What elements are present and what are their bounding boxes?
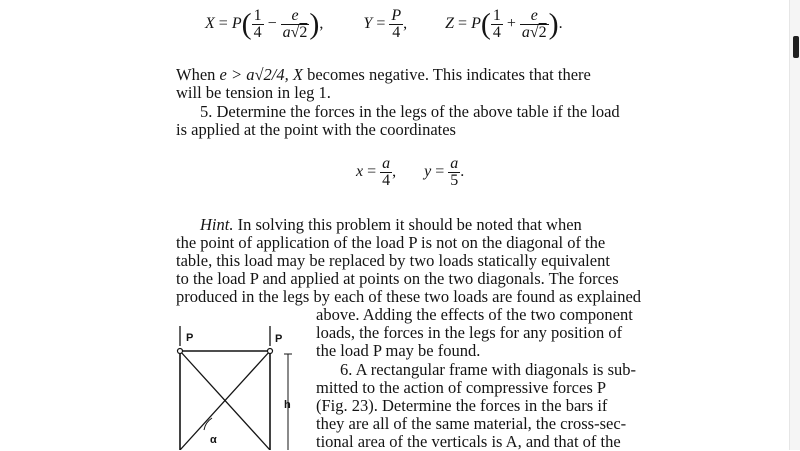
- frac-x-2: $\frac{e}{a√2}$: [282, 7, 308, 41]
- eq-x-equals: =: [218, 15, 228, 33]
- eq-y: Y = $\frac{P}{4}$ ,: [363, 7, 408, 41]
- eq-y-lhs: Y: [363, 15, 373, 33]
- problem6-line1: 6. A rectangular frame with diagonals is sub-: [340, 360, 637, 379]
- problem5-line1: 5. Determine the forces in the legs of the above table if the load: [200, 102, 620, 121]
- figure-load-left-label: P: [186, 332, 194, 344]
- figure-angle-label: α: [210, 434, 217, 446]
- eq-x-minus: −: [267, 15, 277, 33]
- vertical-scrollbar[interactable]: [789, 0, 800, 450]
- hint-line7: loads, the forces in the legs for any position of: [316, 323, 623, 342]
- eq-z-plus: +: [506, 15, 516, 33]
- hint-line2: the point of application of the load P is not on the diagonal of the: [176, 233, 606, 252]
- problem6-line4: they are all of the same material, the cross-sec-: [316, 414, 627, 433]
- eq-z-P: P: [471, 15, 481, 33]
- problem6-line3: (Fig. 23). Determine the forces in the bars if: [316, 396, 608, 415]
- eq-z-equals: =: [458, 15, 468, 33]
- frac-coord-y: $\frac{a}{5}$: [450, 155, 459, 189]
- problem6-line5: tional area of the verticals is A, and that of the: [316, 432, 621, 451]
- frac-z-1: $\frac{1}{4}$: [492, 7, 501, 41]
- eq-x-P: P: [231, 15, 242, 33]
- eq-x: X = P( $\frac{1}{4}$ − $\frac{e}{a√2}$ ),: [205, 7, 324, 41]
- equations-row: [205, 8, 563, 52]
- eq-z-lhs: Z: [445, 15, 455, 33]
- figure-height-label: h: [284, 399, 291, 411]
- hint-line8: the load P may be found.: [316, 341, 481, 360]
- hint-line5: produced in the legs by each of these two loads are found as explained: [176, 287, 642, 306]
- coordinates-row: x = $\frac{a}{4}$ , y = $\frac{a}{5}$ .: [356, 155, 465, 189]
- frac-y: $\frac{P}{4}$: [391, 7, 402, 41]
- problem5-line2: is applied at the point with the coordinates: [176, 120, 456, 139]
- problem6-line2: mitted to the action of compressive forces P: [316, 378, 607, 397]
- frac-z-2: $\frac{e}{a√2}$: [521, 7, 547, 41]
- frac-x-1: $\frac{1}{4}$: [253, 7, 262, 41]
- joint-top-right: [268, 349, 273, 354]
- hint-label: Hint.: [200, 215, 234, 234]
- eq-y-equals: =: [376, 15, 386, 33]
- hint-line1: Hint. In solving this problem it should be noted that when: [200, 215, 582, 234]
- para1-line1: When e > a√2/4, X becomes negative. This indicates that there: [176, 65, 591, 84]
- para1-line2: will be tension in leg 1.: [176, 83, 331, 102]
- hint-line6: above. Adding the effects of the two component: [316, 305, 633, 324]
- eq-x-lhs: X: [205, 15, 215, 33]
- hint-line3: table, this load may be replaced by two loads statically equivalent: [176, 251, 610, 270]
- scrollbar-thumb[interactable]: [793, 36, 799, 58]
- figure-load-right-label: P: [275, 333, 283, 345]
- joint-top-left: [178, 349, 183, 354]
- hint-line4: to the load P and applied at points on the two diagonals. The forces: [176, 269, 619, 288]
- eq-z: Z = P( $\frac{1}{4}$ + $\frac{e}{a√2}$ ).: [445, 7, 563, 41]
- frac-coord-x: $\frac{a}{4}$: [382, 155, 391, 189]
